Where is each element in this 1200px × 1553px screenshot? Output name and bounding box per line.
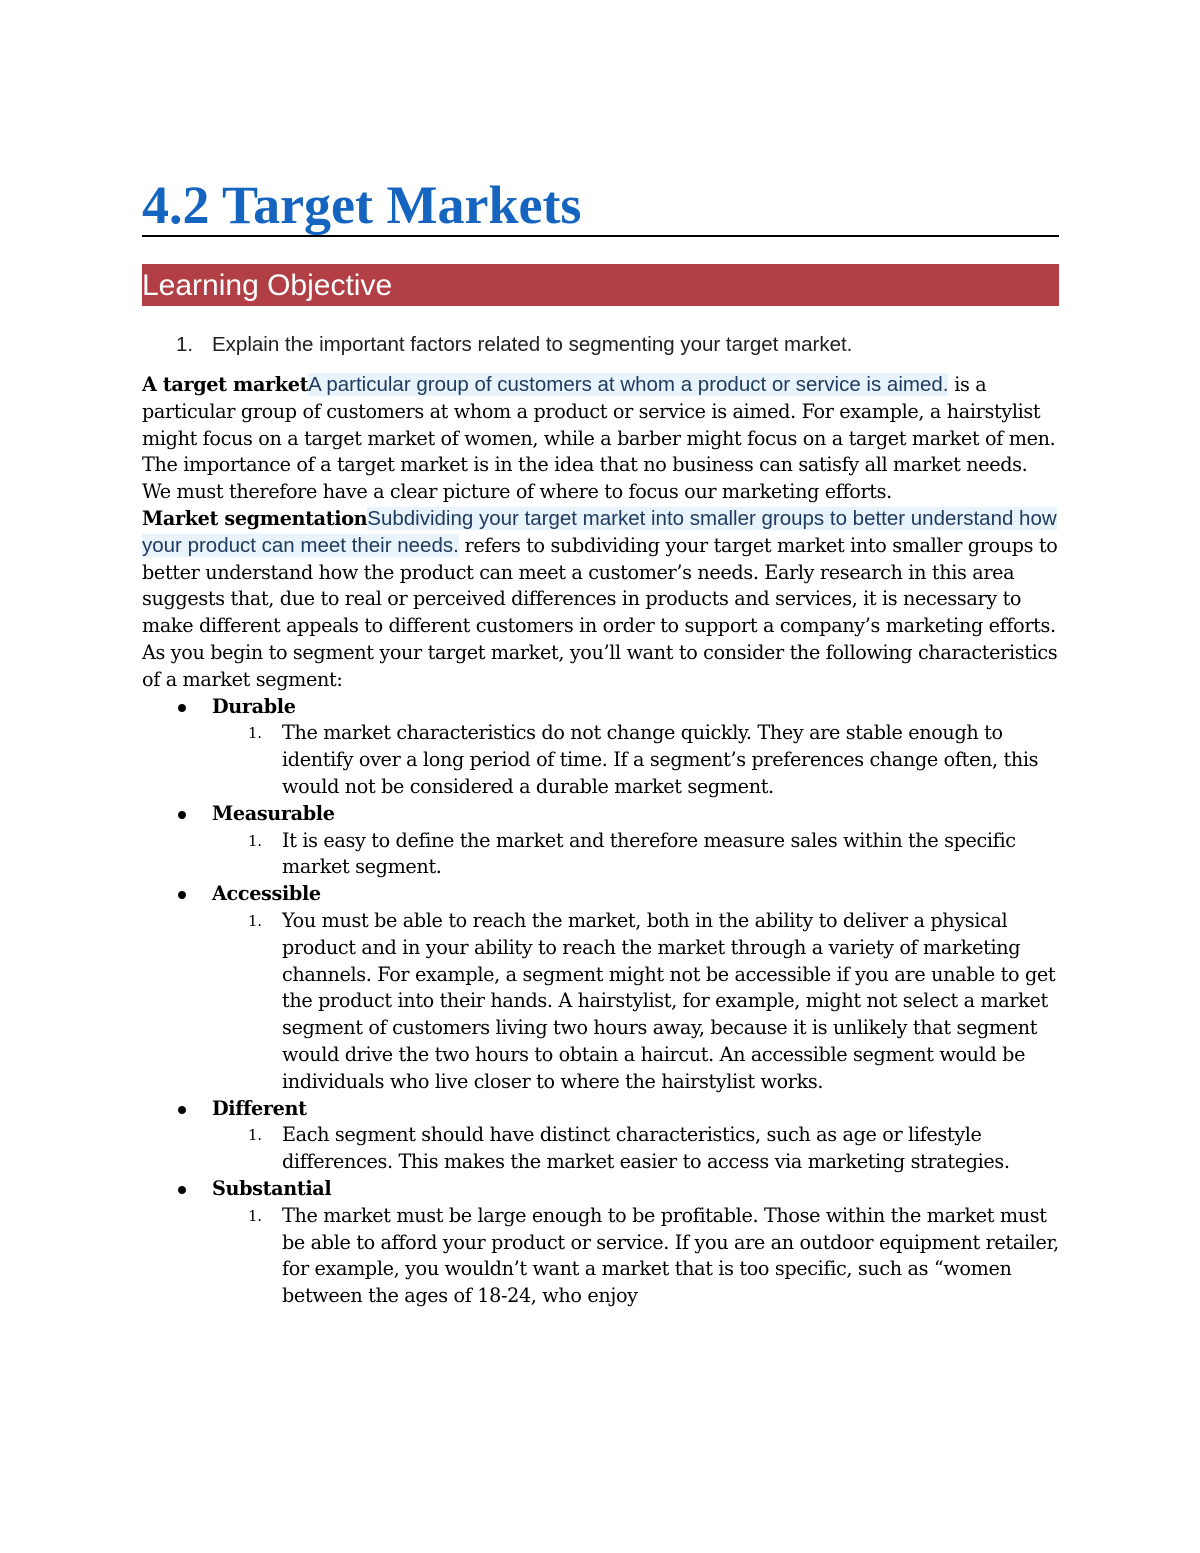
bullet-icon bbox=[178, 1186, 186, 1194]
detail-number: 1. bbox=[248, 1126, 262, 1145]
detail-number: 1. bbox=[248, 1206, 262, 1225]
characteristic-substantial bbox=[142, 1176, 1059, 1310]
characteristic-name: Measurable bbox=[212, 801, 335, 825]
bullet-icon bbox=[178, 1106, 186, 1114]
characteristic-detail-list bbox=[212, 720, 1059, 800]
glossary-market-segmentation[interactable]: Subdividing your target market into smaller groups to better understand how your product can meet their needs. bbox=[142, 506, 1057, 557]
objective-text: Explain the important factors related to segmenting your target market. bbox=[212, 333, 853, 356]
bullet-icon bbox=[178, 891, 186, 899]
characteristic-detail bbox=[212, 908, 1059, 1096]
paragraph-text: refers to subdividing your target market into smaller groups to better understand how the product can meet a customer’s needs. Early research in this area suggests that, due to real or perceived differences in products and services, it is necessary to make different appeals to different customers in order to support a company’s marketing efforts. As you begin to segment your target market, you’ll want to consider the following characteristics of a market segment: bbox=[142, 533, 1058, 691]
characteristic-detail bbox=[212, 1203, 1059, 1310]
characteristic-measurable bbox=[142, 801, 1059, 881]
objective-list bbox=[142, 330, 1059, 360]
characteristic-name: Different bbox=[212, 1096, 307, 1120]
characteristic-name: Durable bbox=[212, 694, 296, 718]
characteristics-list bbox=[142, 694, 1059, 1310]
document-page bbox=[142, 175, 1059, 1310]
characteristic-different bbox=[142, 1096, 1059, 1176]
detail-text: The market characteristics do not change quickly. They are stable enough to identify over a long period of time. If a segment’s preferences change often, this would not be considered a durable market segment. bbox=[282, 721, 1039, 798]
characteristic-detail-list bbox=[212, 1203, 1059, 1310]
characteristic-accessible bbox=[142, 881, 1059, 1095]
characteristic-detail-list bbox=[212, 828, 1059, 882]
page-title: 4.2 Target Markets bbox=[142, 175, 582, 235]
detail-text: You must be able to reach the market, both in the ability to deliver a physical product and in your ability to reach the market through a variety of marketing channels. For example, a segment might not be accessible if you are unable to get the product into their hands. A hairstylist, for example, might not select a market segment of customers living two hours away, because it is unlikely that segment would drive the two hours to obtain a haircut. An accessible segment would be individuals who live closer to where the hairstylist works. bbox=[282, 908, 1056, 1093]
objective-number: 1. bbox=[176, 333, 194, 356]
characteristic-detail bbox=[212, 1122, 1059, 1176]
detail-text: Each segment should have distinct characteristics, such as age or lifestyle differences. This makes the market easier to access via marketing strategies. bbox=[282, 1123, 1010, 1174]
detail-text: The market must be large enough to be profitable. Those within the market must be able to afford your product or service. If you are an outdoor equipment retailer, for example, you wouldn’t want a market that is too specific, such as “women between the ages of 18-24, who enjoy bbox=[282, 1203, 1059, 1308]
detail-text: It is easy to define the market and therefore measure sales within the specific market segment. bbox=[282, 828, 1016, 879]
characteristic-name: Substantial bbox=[212, 1176, 332, 1200]
bullet-icon bbox=[178, 704, 186, 712]
characteristic-detail-list bbox=[212, 908, 1059, 1096]
term-target-market: A target market bbox=[142, 373, 309, 396]
characteristic-name: Accessible bbox=[212, 882, 321, 906]
bullet-icon bbox=[178, 811, 186, 819]
paragraph-target-market bbox=[142, 372, 1059, 506]
body-text bbox=[142, 372, 1059, 1310]
characteristic-durable bbox=[142, 694, 1059, 801]
characteristic-detail-list bbox=[212, 1122, 1059, 1176]
detail-number: 1. bbox=[248, 724, 262, 743]
characteristic-detail bbox=[212, 720, 1059, 800]
objective-item bbox=[142, 330, 1059, 360]
term-market-segmentation: Market segmentation bbox=[142, 506, 368, 530]
characteristic-detail bbox=[212, 828, 1059, 882]
title-divider bbox=[142, 235, 1059, 237]
learning-objective-heading: Learning Objective bbox=[142, 264, 1059, 306]
paragraph-text: is a particular group of customers at whom a product or service is aimed. For example, a hairstylist might focus on a target market of women, while a barber might focus on a target market of men. The importance of a target market is in the idea that no business can satisfy all market needs. We must therefore have a clear picture of where to focus our marketing efforts. bbox=[142, 373, 1056, 504]
detail-number: 1. bbox=[248, 911, 262, 930]
glossary-target-market[interactable]: A particular group of customers at whom a product or service is aimed. bbox=[308, 373, 949, 396]
detail-number: 1. bbox=[248, 831, 262, 850]
paragraph-market-segmentation bbox=[142, 506, 1059, 694]
